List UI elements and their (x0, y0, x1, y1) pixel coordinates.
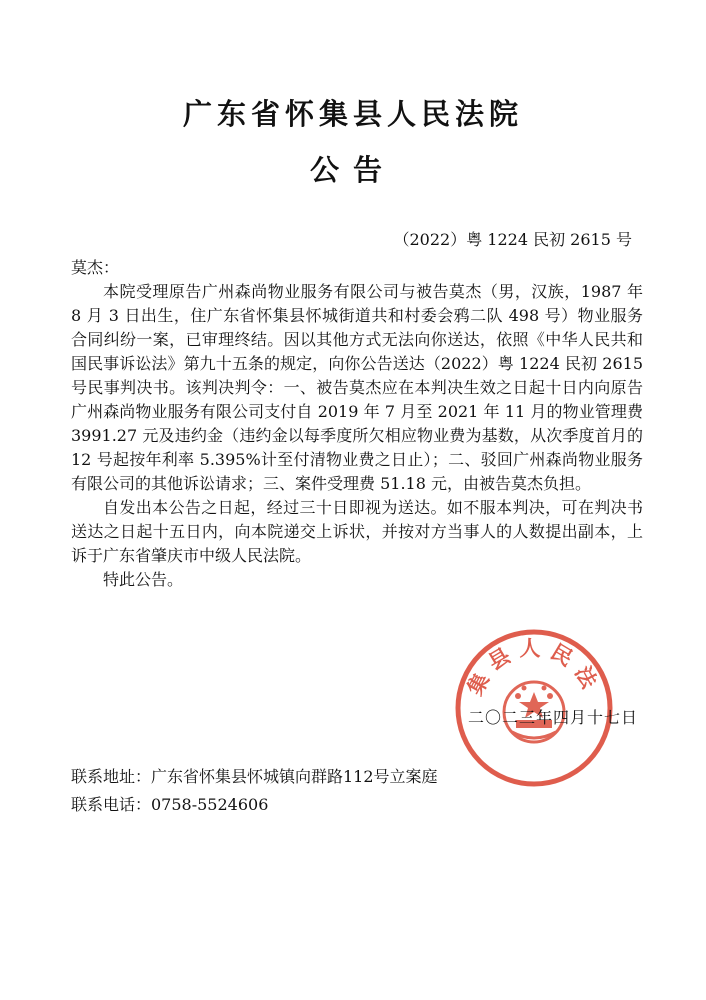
notice-body (71, 256, 643, 592)
contact-phone: 联系电话：0758-5524606 (71, 795, 269, 814)
court-name-heading: 广东省怀集县人民法院 (182, 97, 523, 131)
closing-paragraph: 特此公告。 (103, 570, 184, 589)
appeal-paragraph: 自发出本公告之日起，经过三十日即视为送达。如不服本判决，可在判决书送达之日起十五日内，向本院递交上诉状，并按对方当事人的人数提出副本，上诉于广东省肇庆市中级人民法院。 (71, 498, 643, 565)
seal-text-path: 集县人民法 (462, 636, 606, 700)
judgment-paragraph: 本院受理原告广州森尚物业服务有限公司与被告莫杰（男，汉族，1987 年 8 月 3 日出生，住广东省怀集县怀城街道共和村委会鸦二队 498 号）物业服务合同纠纷一案，已审理终结。因以其他方式无法向你送达，依照《中华人民共和国民事诉讼法》第九十五条的规定，向你公告送达（2022）粤 1224 民初 2615 号民事判决书。该判决判令：一、被告莫杰应在本判决生效之日起十日内向原告广州森尚物业服务有限公司支付自 2019 年 7 月至 2021 年 11 月的物业管理费 3991.27 元及违约金（违约金以每季度所欠相应物业费为基数，从次季度首月的 12 号起按年利率 5.395%计至付清物业费之日止）；二、驳回广州森尚物业服务有限公司的其他诉讼请求；三、案件受理费 51.18 元，由被告莫杰负担。 (71, 282, 643, 493)
notice-title: 公告 (309, 153, 396, 187)
case-number: （2022）粤 1224 民初 2615 号 (393, 230, 632, 249)
recipient-line: 莫杰： (71, 258, 120, 277)
contact-address: 联系地址：广东省怀集县怀城镇向群路112号立案庭 (71, 767, 438, 786)
seal-text (463, 637, 605, 700)
issue-date: 二〇二三年四月十七日 (467, 708, 638, 727)
